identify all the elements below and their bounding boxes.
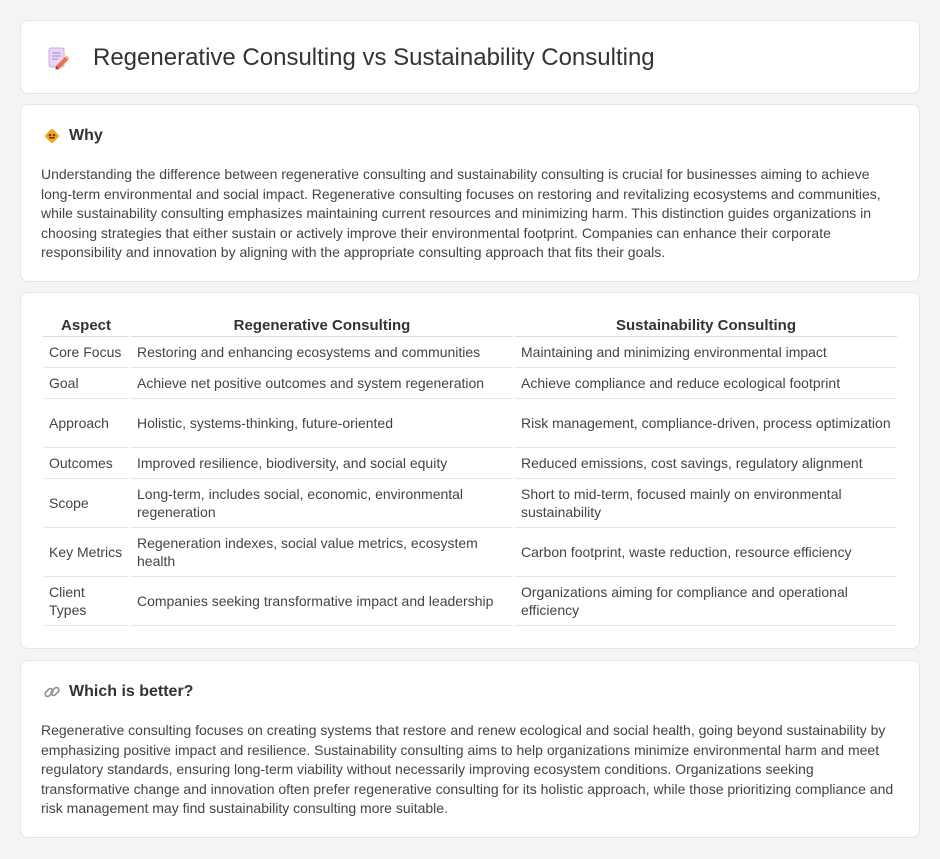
title-row bbox=[45, 43, 655, 73]
sustainability-cell: Maintaining and minimizing environmental impact bbox=[515, 337, 897, 368]
sustainability-cell: Achieve compliance and reduce ecological footprint bbox=[515, 368, 897, 399]
sustainability-cell: Risk management, compliance-driven, process optimization bbox=[515, 399, 897, 448]
aspect-cell: Approach bbox=[43, 399, 129, 448]
regenerative-cell: Restoring and enhancing ecosystems and communities bbox=[131, 337, 513, 368]
column-header-sustainability: Sustainability Consulting bbox=[515, 315, 897, 337]
aspect-cell: Outcomes bbox=[43, 448, 129, 479]
aspect-cell: Key Metrics bbox=[43, 528, 129, 577]
sustainability-cell: Carbon footprint, waste reduction, resource efficiency bbox=[515, 528, 897, 577]
better-heading-row bbox=[43, 683, 193, 701]
table-row bbox=[43, 577, 897, 626]
column-header-aspect: Aspect bbox=[43, 315, 129, 337]
regenerative-cell: Companies seeking transformative impact and leadership bbox=[131, 577, 513, 626]
regenerative-cell: Improved resilience, biodiversity, and social equity bbox=[131, 448, 513, 479]
why-heading: Why bbox=[69, 127, 103, 144]
document-pencil-icon bbox=[45, 45, 71, 71]
better-heading: Which is better? bbox=[69, 683, 194, 700]
regenerative-cell: Regeneration indexes, social value metrics, ecosystem health bbox=[131, 528, 513, 577]
which-is-better-section bbox=[20, 660, 920, 838]
column-header-regenerative: Regenerative Consulting bbox=[131, 315, 513, 337]
table-row bbox=[43, 399, 897, 448]
table-row bbox=[43, 479, 897, 528]
title-card bbox=[20, 20, 920, 94]
table-row bbox=[43, 528, 897, 577]
sustainability-cell: Organizations aiming for compliance and operational efficiency bbox=[515, 577, 897, 626]
regenerative-cell: Achieve net positive outcomes and system regeneration bbox=[131, 368, 513, 399]
aspect-cell: Core Focus bbox=[43, 337, 129, 368]
comparison-table bbox=[41, 315, 899, 626]
table-header-row bbox=[43, 315, 897, 337]
regenerative-cell: Holistic, systems-thinking, future-oriented bbox=[131, 399, 513, 448]
sustainability-cell: Reduced emissions, cost savings, regulatory alignment bbox=[515, 448, 897, 479]
table-row bbox=[43, 368, 897, 399]
table-row bbox=[43, 448, 897, 479]
aspect-cell: Goal bbox=[43, 368, 129, 399]
comparison-section bbox=[20, 292, 920, 649]
aspect-cell: Client Types bbox=[43, 577, 129, 626]
why-body: Understanding the difference between regenerative consulting and sustainability consulting is crucial for businesses aiming to achieve long-term environmental and social impact. Regenerative consulting focuses on restoring and revitalizing ecosystems and communities, while sustainability consulting emphasizes maintaining current resources and minimizing harm. This distinction guides organizations in choosing strategies that either sustain or actively improve their environmental footprint. Companies can enhance their corporate responsibility and innovation by aligning with the appropriate consulting approach that fits their goals. bbox=[41, 166, 881, 261]
sustainability-cell: Short to mid-term, focused mainly on environmental sustainability bbox=[515, 479, 897, 528]
better-body: Regenerative consulting focuses on creating systems that restore and renew ecological and social health, going beyond sustainability by emphasizing positive impact and resilience. Sustainability consulting aims to help organizations minimize environmental harm and meet regulatory standards, ensuring long-term viability without necessarily improving ecosystem conditions. Organizations seeking transformative change and innovation often prefer regenerative consulting for its holistic approach, while those prioritizing compliance and risk management may find sustainability consulting more suitable. bbox=[41, 722, 894, 817]
page-title: Regenerative Consulting vs Sustainability Consulting bbox=[93, 44, 655, 71]
diamond-sign-icon bbox=[43, 127, 61, 145]
link-icon bbox=[43, 683, 61, 701]
regenerative-cell: Long-term, includes social, economic, environmental regeneration bbox=[131, 479, 513, 528]
why-section bbox=[20, 104, 920, 282]
aspect-cell: Scope bbox=[43, 479, 129, 528]
table-row bbox=[43, 337, 897, 368]
why-heading-row bbox=[43, 127, 103, 145]
